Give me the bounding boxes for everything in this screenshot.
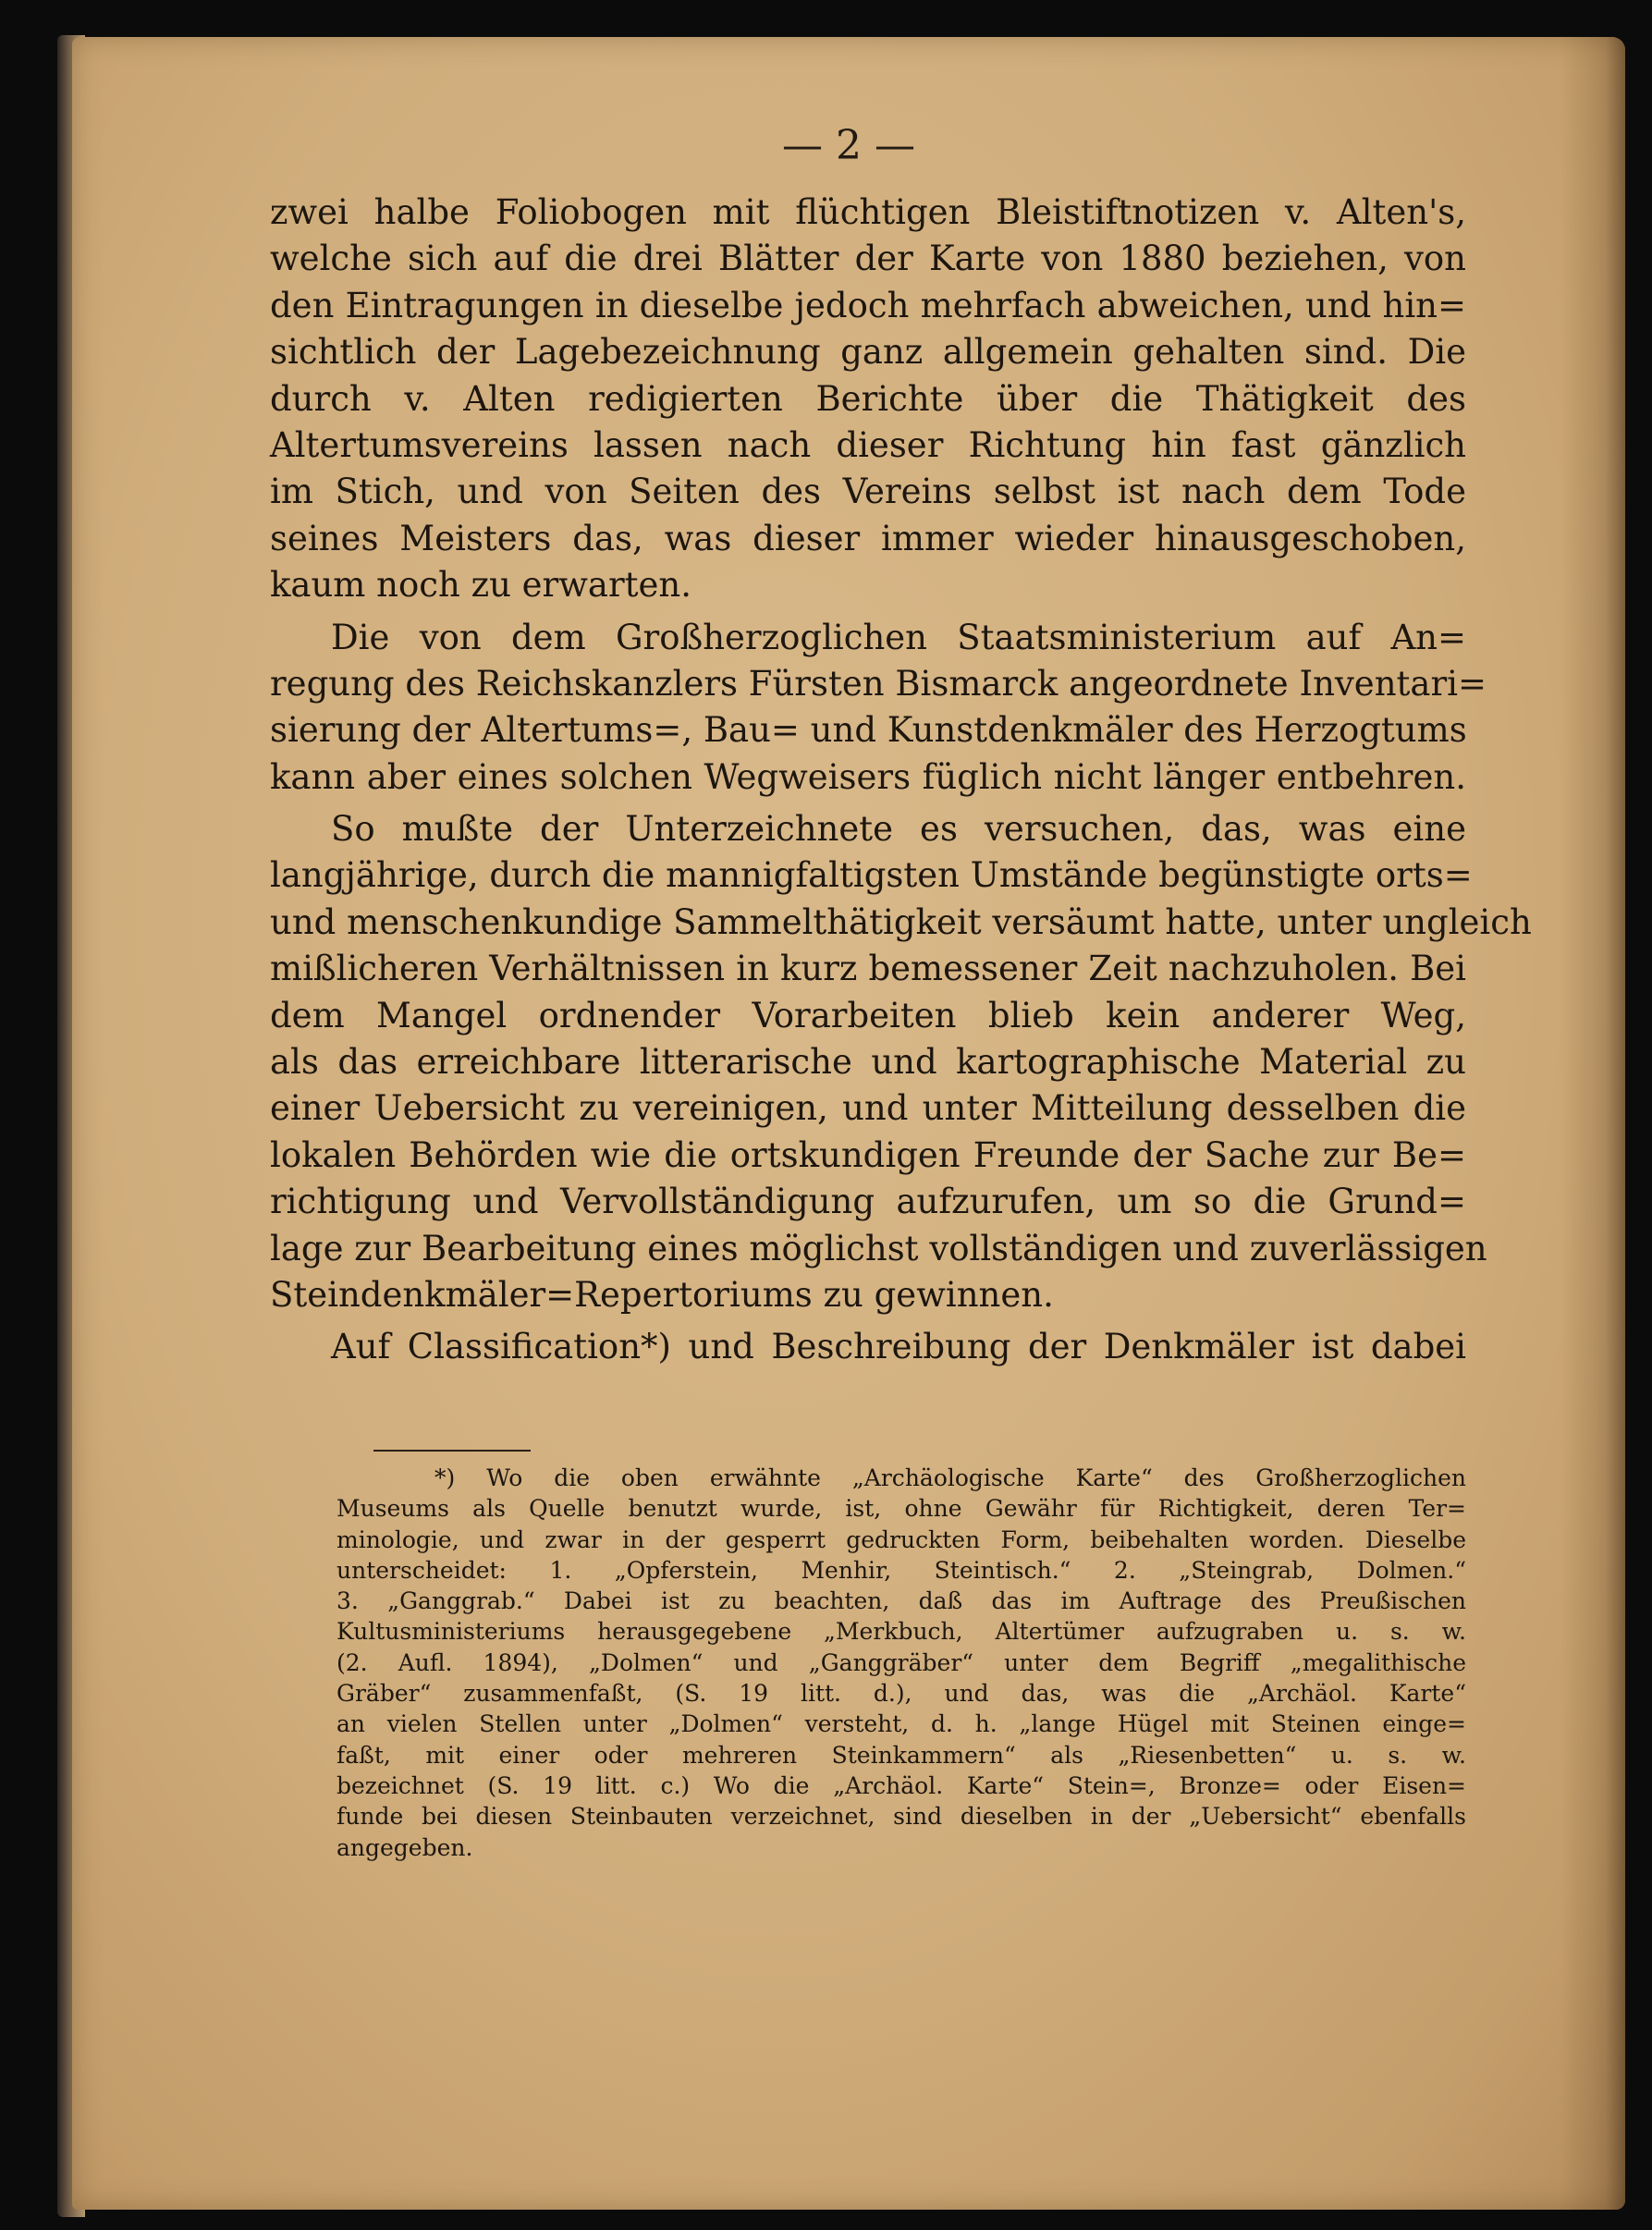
text-line: lage zur Bearbeitung eines möglichst vollständigen und zuverlässigen (270, 1228, 1487, 1268)
footnote-line: (2. Aufl. 1894), „Dolmen“ und „Ganggräber“ unter dem Begriff „megalithische (337, 1648, 1466, 1676)
footnote-line: unterscheidet: 1. „Opferstein, Menhir, Steintisch.“ 2. „Steingrab, Dolmen.“ (337, 1556, 1466, 1584)
text-line: welche sich auf die drei Blätter der Karte von 1880 beziehen, von (270, 239, 1466, 279)
text-line: Auf Classification*) und Beschreibung der Denkmäler ist dabei (331, 1327, 1466, 1367)
text-line: regung des Reichskanzlers Fürsten Bismarck angeordnete Inventari= (270, 663, 1487, 704)
text-line: Altertumsvereins lassen nach dieser Richtung hin fast gänzlich (270, 424, 1466, 465)
footnote-line: an vielen Stellen unter „Dolmen“ versteht, d. h. „lange Hügel mit Steinen einge= (337, 1710, 1466, 1738)
text-line: kaum noch zu erwarten. (270, 565, 692, 606)
footnote-line: *) Wo die oben erwähnte „Archäologische Karte“ des Großherzoglichen (434, 1464, 1466, 1491)
text-line: seines Meisters das, was dieser immer wieder hinausgeschoben, (270, 518, 1466, 558)
text-line: im Stich, und von Seiten des Vereins selbst ist nach dem Tode (270, 472, 1466, 512)
text-line: kann aber eines solchen Wegweisers füglich nicht länger entbehren. (270, 756, 1466, 797)
text-line: den Eintragungen in dieselbe jedoch mehrfach abweichen, und hin= (270, 285, 1466, 325)
text-line: als das erreichbare litterarische und kartographische Material zu (270, 1042, 1466, 1083)
paragraph (270, 190, 1466, 609)
main-text (270, 190, 1532, 1371)
page-gutter-shadow (1560, 37, 1625, 2210)
paragraph (270, 1324, 1466, 1370)
footnote-line: bezeichnet (S. 19 litt. c.) Wo die „Archäol. Karte“ Stein=, Bronze= oder Eisen= (337, 1771, 1466, 1799)
text-line: Die von dem Großherzoglichen Staatsministerium auf An= (331, 617, 1466, 657)
footnote-line: minologie, und zwar in der gesperrt gedruckten Form, beibehalten worden. Dieselbe (337, 1525, 1466, 1553)
footnote-line: Gräber“ zusammenfaßt, (S. 19 litt. d.), und das, was die „Archäol. Karte“ (337, 1680, 1466, 1708)
footnote-line: 3. „Ganggrab.“ Dabei ist zu beachten, daß das im Auftrage des Preußischen (337, 1587, 1466, 1615)
footnote-divider (373, 1450, 531, 1452)
text-line: dem Mangel ordnender Vorarbeiten blieb kein anderer Weg, (270, 995, 1466, 1035)
footnote-line: funde bei diesen Steinbauten verzeichnet, sind dieselben in der „Uebersicht“ ebenfalls (337, 1803, 1466, 1831)
text-line: und menschenkundige Sammelthätigkeit versäumt hatte, unter ungleich (270, 901, 1532, 942)
text-line: mißlicheren Verhältnissen in kurz bemessener Zeit nachzuholen. Bei (270, 949, 1466, 989)
footnote-line: Kultusministeriums herausgegebene „Merkbuch, Altertümer aufzugraben u. s. w. (337, 1618, 1466, 1646)
paragraph (270, 615, 1487, 802)
text-line: Steindenkmäler=Repertoriums zu gewinnen. (270, 1274, 1054, 1315)
footnote-line: Museums als Quelle benutzt wurde, ist, ohne Gewähr für Richtigkeit, deren Ter= (337, 1495, 1466, 1523)
paragraph (270, 806, 1532, 1318)
footnote-line: angegeben. (337, 1833, 473, 1861)
text-line: sierung der Altertums=, Bau= und Kunstdenkmäler des Herzogtums (270, 710, 1467, 751)
text-line: So mußte der Unterzeichnete es versuchen, das, was eine (331, 809, 1466, 850)
footnote-line: faßt, mit einer oder mehreren Steinkammern“ als „Riesenbetten“ u. s. w. (337, 1741, 1466, 1769)
text-line: zwei halbe Foliobogen mit flüchtigen Bleistiftnotizen v. Alten's, (270, 192, 1466, 232)
text-line: lokalen Behörden wie die ortskundigen Freunde der Sache zur Be= (270, 1134, 1466, 1175)
page-number: — 2 — (782, 122, 915, 169)
text-line: richtigung und Vervollständigung aufzurufen, um so die Grund= (270, 1182, 1466, 1222)
text-line: durch v. Alten redigierten Berichte über die Thätigkeit des (270, 378, 1466, 419)
footnote (337, 1463, 1466, 1863)
text-line: sichtlich der Lagebezeichnung ganz allgemein gehalten sind. Die (270, 332, 1466, 373)
text-line: einer Uebersicht zu vereinigen, und unter Mitteilung desselben die (270, 1088, 1466, 1129)
text-line: langjährige, durch die mannigfaltigsten Umstände begünstigte orts= (270, 855, 1473, 896)
